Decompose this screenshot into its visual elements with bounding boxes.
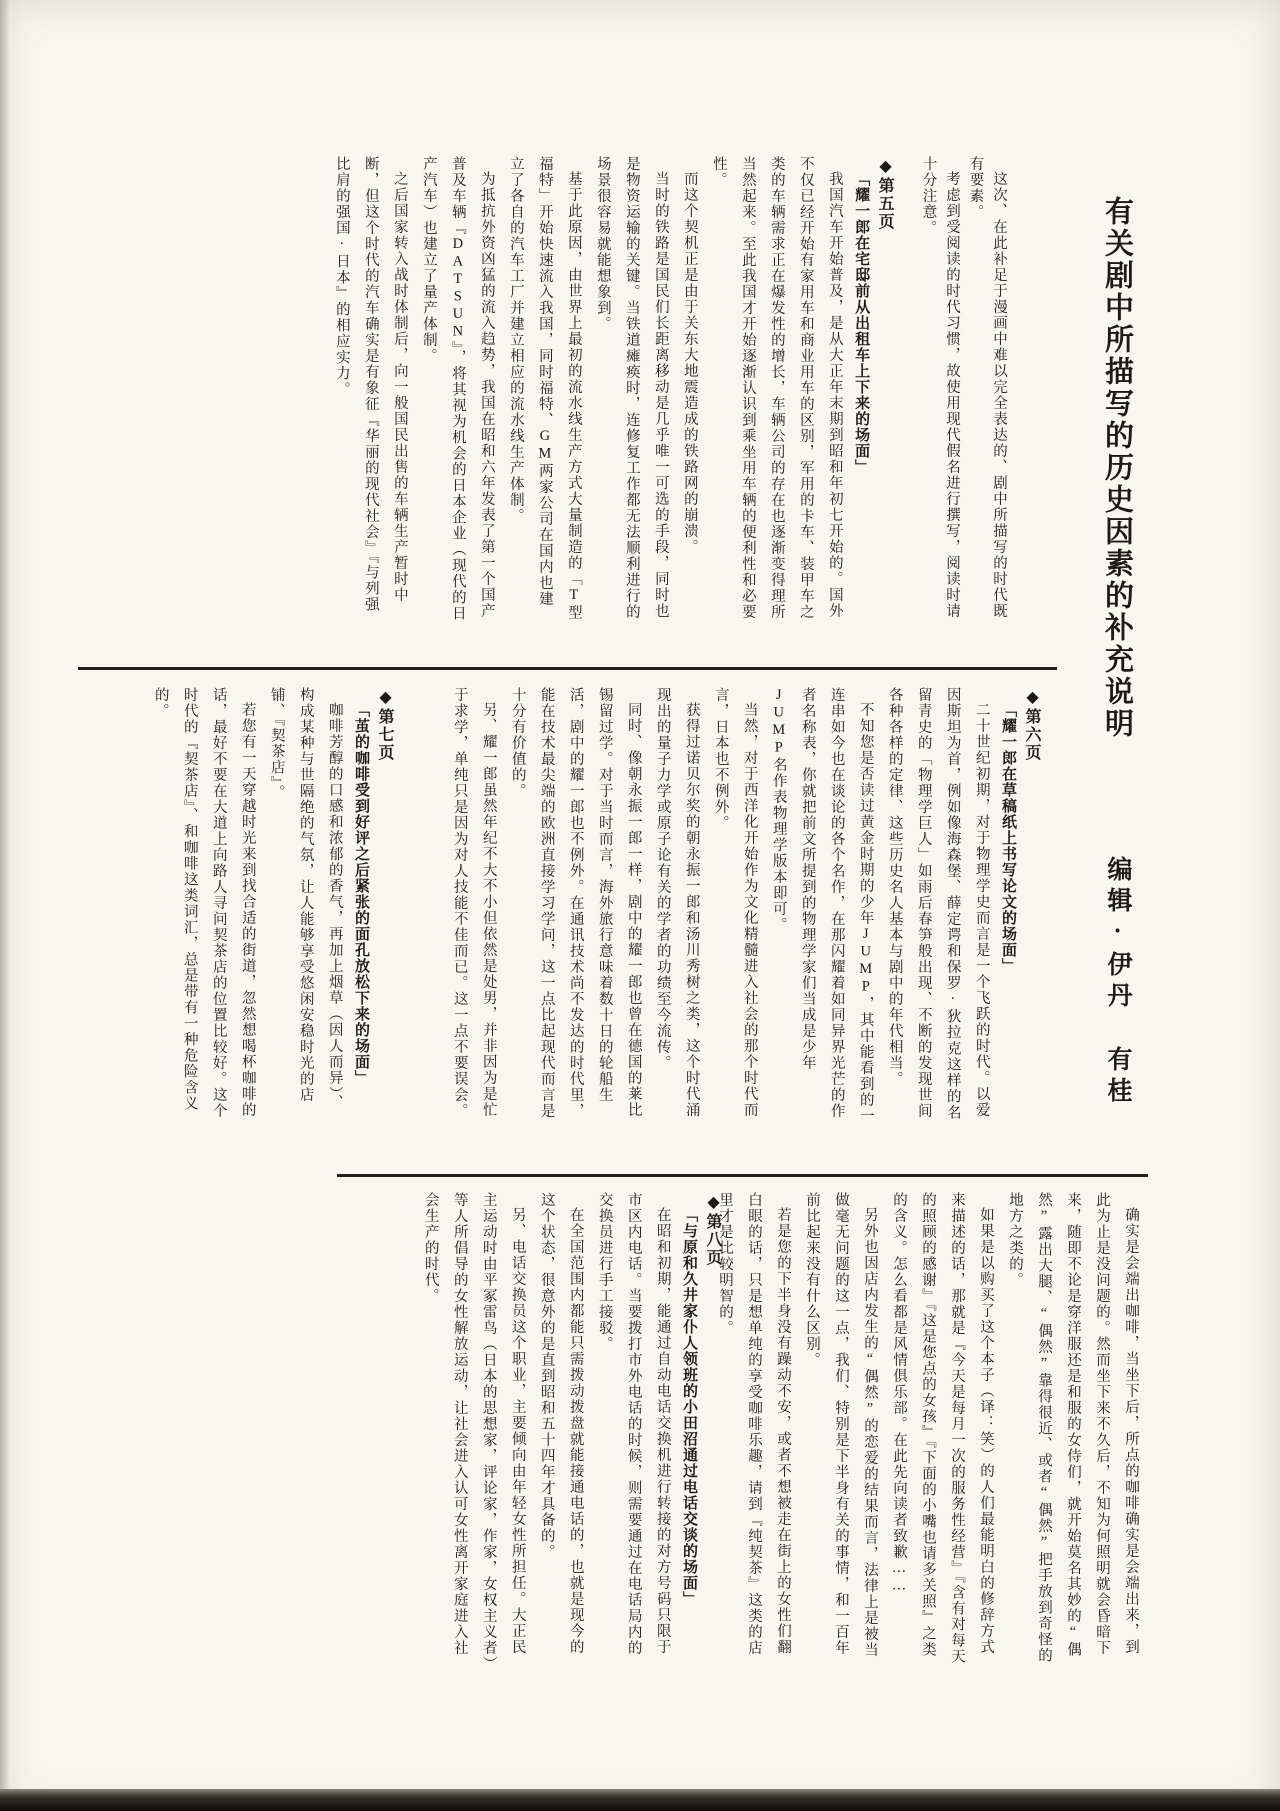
paragraph: 在全国范围内都能只需拨动拨盘就能接通电话的，也就是现今的这个状态，很意外的是直到昭和五十四年才具备的。 [538,1192,584,1655]
paragraph: 若是您的下半身没有躁动不安，或者不想被走在街上的女性们翻白眼的话，只是想单纯的享受咖啡乐趣，请到『纯契茶』这类的店里才是比较明智的。 [717,1192,791,1656]
paragraph: 不知您是否读过黄金时期的少年JUMP，其中能看到的一连串如今也在谈论的各个名作，在那闪耀着如同异界光芒的作者名称表，你就把前文所提到的物理学家们当成是少年JUMP名作表物理学版本即可。 [770,687,874,1124]
section-heading-page8: ◆第八页 [704,1192,721,1267]
section-heading-page5: ◆第五页 [876,156,894,231]
scan-bottom-edge [0,1789,1280,1811]
horizontal-rule-1 [78,667,1057,670]
paragraph: 当时的铁路是国民们长距离移动是几乎唯一可选的手段，同时也是物资运输的关键。当铁道瘫痪时，连修复工作都无法顺利进行的场景很容易就能想象到。 [594,156,669,620]
section-page6 [445,687,1043,1125]
paragraph: 咖啡芳醇的口感和浓郁的香气，再加上烟草（因人而异）、构成某种与世隔绝的气氛，让人能够享受悠闲安稳时光的店铺、『契茶店』。 [268,687,343,1111]
section-quote-page5: 「耀一郎在宅邸前从出租车上下来的场面」 [853,171,870,475]
editor-credit: 编辑·伊丹 有桂 [1104,856,1131,1108]
paragraph: 二十世纪初期，对于物理学史而言是一个飞跃的时代。以爱因斯坦为首，例如像海森堡、薛定谔和保罗·狄拉克这样的名留青史的「物理学巨人」如雨后春笋般出现、不断的发现世间各种各样的定律、这些历史名人基本与剧中的年代相当。 [886,687,990,1121]
section-heading-page7: ◆第七页 [376,687,393,762]
section-quote-page7: 「茧的咖啡受到好评之后紧张的面孔放松下来的场面」 [353,702,369,1086]
paragraph: 在昭和初期，能通过自动电话交换机进行转接的对方号码只限于市区内电话。当要拨打市外电话的时候，则需要通过在电话局内的交换员进行手工接驳。 [596,1192,671,1656]
section-heading-page6: ◆第六页 [1023,687,1040,762]
intro-paragraph: 这次、在此补足于漫画中难以完全表达的、剧中所描写的时代既有要素。 [967,156,1007,619]
paragraph: 为抵抗外资凶猛的流入趋势，我国在昭和六年发表了第一个国产普及车辆『DATSUN』，将其视为机会的日本企业（现代的日产汽车）也建立了量产体制。 [420,156,495,622]
section-quote-page8: 「与原和久井家仆人领班的小田沼通过电话交谈的场面」 [681,1207,697,1607]
horizontal-rule-2 [337,1174,1148,1177]
paragraph: 而这个契机正是由于关东大地震造成的铁路网的崩溃。 [681,170,698,555]
section-page7 [146,687,396,1125]
paragraph: 另、电话交换员这个职业，主要倾向由年轻女性所担任。大正民主运动时由平冢雷鸟（日本的思想家，评论家，作家，女权主义者）等人所倡导的女性解放运动，让社会进入认可女性离开家庭进入社会生产的时代。 [422,1192,526,1665]
paragraph: 之后国家转入战时体制后，向一般国民出售的车辆生产暂时中断，但这个时代的汽车确实是有象征『华丽的现代社会』『与列强比肩的强国·日本』的相应实力。 [333,156,408,613]
section-page7-continuation [710,1192,1145,1666]
section-page5 [327,156,1010,622]
section-page8 [416,1192,724,1666]
paragraph: 基于此原因，由世界上最初的流水线生产方式大量制造的「T型福特」开始快速流入我国，同时福特、GM两家公司在国内也建立了各自的汽车工厂并建立相应的流水线生产体制。 [507,156,582,620]
paragraph: 另外也因店内发生的“偶然”的恋爱的结果而言，法律上是被当做毫无问题的这一点，我们、特别是下半身有关的事情，和一百年前比起来没有什么区别。 [804,1192,878,1658]
section-quote-page6: 「耀一郎在草稿纸上书写论文的场面」 [1000,702,1016,974]
paragraph: 另、耀一郎虽然年纪不大不小但依然是处男，并非因为是忙于求学，单纯只是因为对人技能不佳而已。这一点不要误会。 [451,687,497,1119]
paragraph: 同时、像朝永振一郎一样，剧中的耀一郎也曾在德国的莱比锡留过学。对于当时而言，海外旅行意味着数十日的轮船生活，剧中的耀一郎也不例外。在通讯技术尚不发达的时代里，能在技术最尖端的欧洲直接学习学问，这一点比起现代而言是十分有价值的。 [509,687,642,1119]
paragraph: 确实是会端出咖啡，当坐下后，所点的咖啡确实是会端出来，到此为止是没问题的。然而坐下来不久后，不知为何照明就会昏暗下来，随即不论是穿洋服还是和服的女侍们，就开始莫名其妙的“偶然”露出大腿、“偶然”靠得很近、或者“偶然”把手放到奇怪的地方之类的。 [1007,1192,1139,1664]
paragraph: 我国汽车开始普及，是从大正年末期到昭和年初七开始的。国外不仅已经开始有家用车和商业用车的区别，军用的卡车、装甲车之类的车辆需求正在爆发性的增长，车辆公司的存在也逐渐变得理所当然起来。至此我国才开始逐渐认识到乘坐用车辆的便利性和必要性。 [710,156,843,620]
paragraph: 获得过诺贝尔奖的朝永振一郎和汤川秀树之类，这个时代涌现出的量子力学或原子论有关的学者的功绩至今流传。 [654,687,700,1118]
page-title: 有关剧中所描写的历史因素的补充说明 [1100,196,1133,740]
paragraph: 如果是以购买了这个本子（译：笑）的人们最能明白的修辞方式来描述的话，那就是『今天是每月一次的服务性经营』『含有对每天的照顾的感谢』『这是您点的女孩』『下面的小嘴也请多关照』之类的含义。怎么看都是风情俱乐部。在此先向读者致歉…… [891,1192,994,1665]
intro-paragraph: 考虑到受阅读的时代习惯，故使用现代假名进行撰写，阅读时请十分注意。 [920,156,961,619]
paragraph: 若您有一天穿越时光来到找合适的街道，忽然想喝杯咖啡的话，最好不要在大道上向路人寻问契茶店的位置比较好。这个时代的『契茶店』、和咖啡这类词汇，总是带有一种危险含义的。 [152,687,256,1119]
paragraph: 当然，对于西洋化开始作为文化精髓进入社会的那个时代而言，日本也不例外。 [712,687,758,1118]
scan-left-edge [0,0,10,1811]
